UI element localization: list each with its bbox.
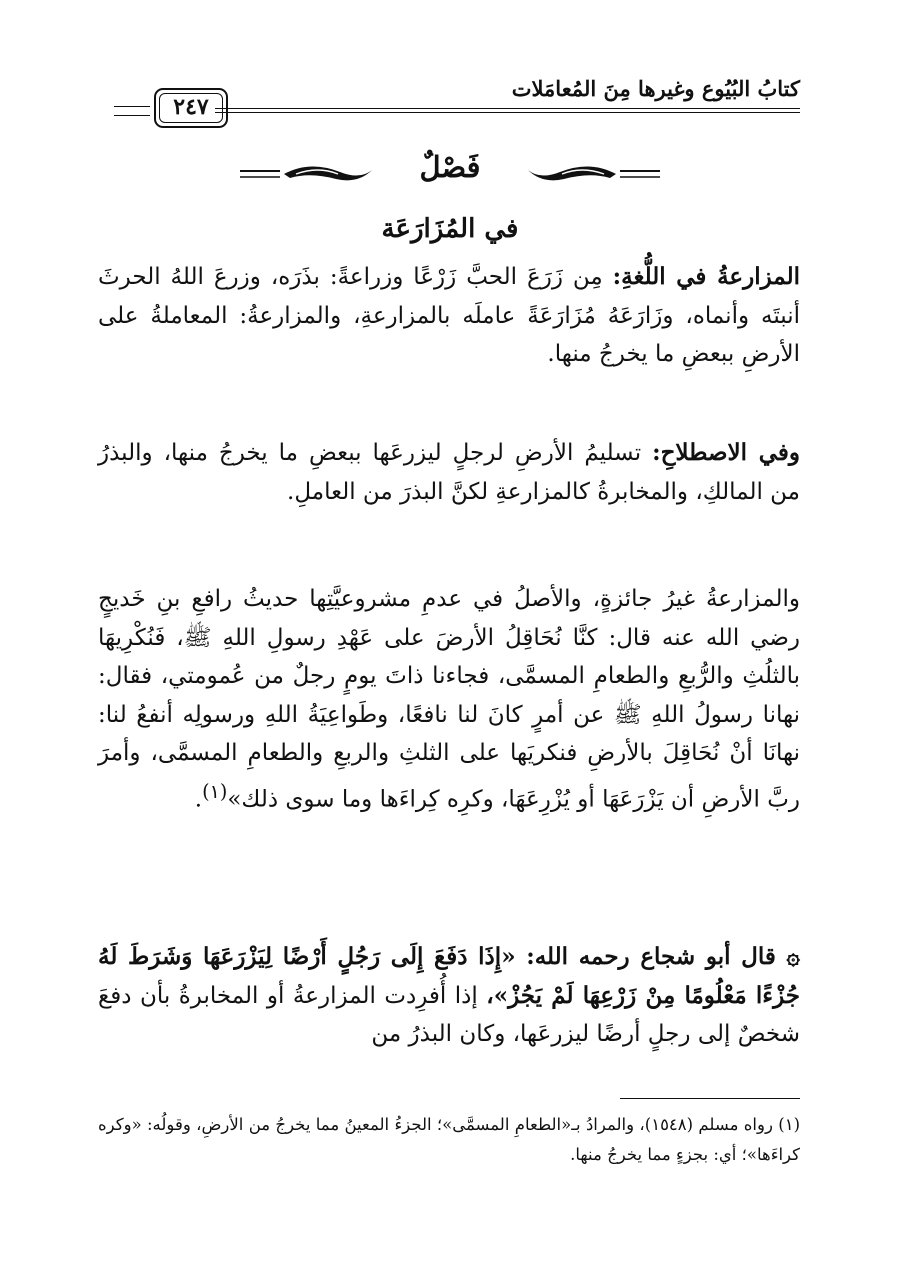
term-linguistic: المزارعةُ في اللُّغةِ: [612,263,801,290]
paragraph-text: إذا أُفرِدت المزارعةُ أو المخابرةُ بأن دفعَ شخصٌ إلى رجلٍ أرضًا ليزرعَها، وكان البذرُ من [98,982,800,1047]
paragraph-hadith [98,580,800,819]
paragraph-text: مِن زَرَعَ الحبَّ زَرْعًا وزراعةً: بذَرَه، وزرعَ اللهُ الحرثَ أنبتَه وأنماه، وزَارَعَهُ مُزَارَعَةً عاملَه بالمزارعةِ، والمزارعةُ: المعاملةُ على الأرضِ ببعضِ ما يخرجُ منها. [98,264,800,367]
header-rule [215,108,800,109]
footnote: (١) رواه مسلم (١٥٤٨)، والمرادُ بـ«الطعامِ المسمَّى»؛ الجزءُ المعينُ مما يخرجُ من الأرضِ، وقولُه: «وكره كراءَها»؛ أي: بجزءٍ مما يخرجُ منها. [98,1115,800,1164]
header-rule-thin [215,112,800,113]
footnote-separator [620,1098,800,1099]
term-technical: وفي الاصطلاحِ: [652,439,801,466]
ornament-right-icon [520,162,660,186]
section-title: فَصْلٌ [419,150,481,184]
matn-quote: ۞ قال أبو شجاع رحمه الله: «إِذَا دَفَعَ إِلَى رَجُلٍ أَرْضًا لِيَزْرَعَهَا وَشَرَطَ لَهُ جُزْءًا مَعْلُومًا مِنْ زَرْعِهَا لَمْ يَجُزْ»، [98,943,800,1009]
footnote-reference: (١) [202,779,228,803]
page-number-frame [154,88,228,128]
paragraph-text: والمزارعةُ غيرُ جائزةٍ، والأصلُ في عدمِ مشروعيَّتِها حديثُ رافعِ بنِ خَديجٍ رضي الله عنه قال: كنَّا نُحَاقِلُ الأرضَ على عَهْدِ رسولِ اللهِ ﷺ، فَنُكْرِيهَا بالثلُثِ والرُّبعِ والطعامِ المسمَّى، فجاءنا ذاتَ يومٍ رجلٌ من عُمومتي، فقال: نهانا رسولُ اللهِ ﷺ عن أمرٍ كانَ لنا نافعًا، وطَواعِيَةُ اللهِ ورسولِه أنفعُ لنا: نهانَا أنْ نُحَاقِلَ بالأرضِ فنكريَها على الثلثِ والربعِ والطعامِ المسمَّى، وأمرَ ربَّ الأرضِ أن يَزْرَعَهَا أو يُزْرِعَهَا، وكرِه كِراءَها وما سوى ذلك» [98,586,800,813]
paragraph-technical-definition [98,434,800,511]
chapter-title: في المُزَارَعَة [381,214,519,244]
paragraph-end: . [194,786,203,813]
running-title: كتابُ البُيُوع وغيرها مِنَ المُعامَلات [511,76,800,101]
paragraph-text: تسليمُ الأرضِ لرجلٍ ليزرعَها ببعضِ ما يخرجُ منها، والبذرُ من المالكِ، والمخابرةُ كالمزارعةِ لكنَّ البذرَ من العاملِ. [98,440,800,505]
section-heading [240,148,660,198]
header-left-rules [114,106,150,116]
page-header [100,68,800,128]
paragraph-abu-shuja [98,938,800,1054]
page-number: ٢٤٧ [173,94,209,120]
paragraph-linguistic-definition [98,258,800,374]
